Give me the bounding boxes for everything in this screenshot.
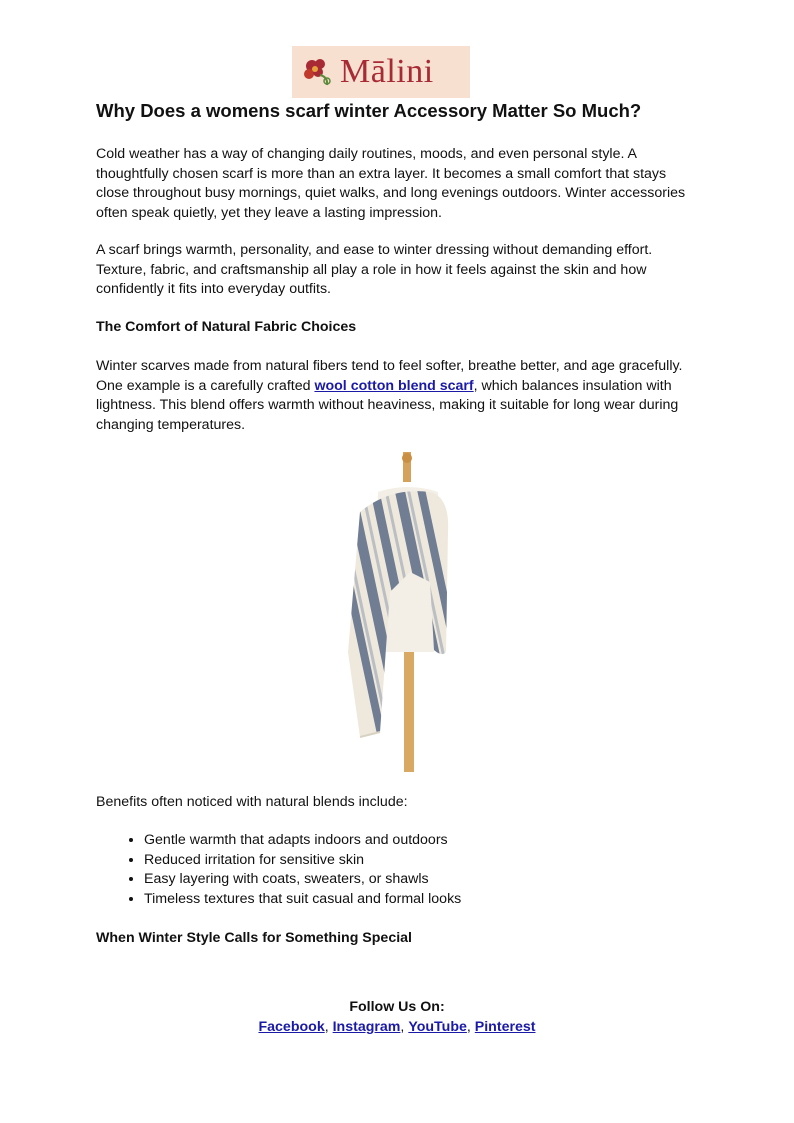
page-title: Why Does a womens scarf winter Accessory Matter So Much? [96, 100, 642, 121]
fabric-paragraph [96, 357, 700, 435]
section-heading-comfort: The Comfort of Natural Fabric Choices [96, 319, 357, 335]
section-heading-special: When Winter Style Calls for Something Special [96, 930, 412, 946]
instagram-link[interactable]: Instagram [332, 1019, 401, 1035]
logo-text: Mālini [340, 53, 434, 90]
flower-logo-icon [300, 55, 334, 89]
benefits-list [96, 831, 700, 909]
youtube-link[interactable]: YouTube [408, 1019, 467, 1035]
list-item: • Easy layering with coats, sweaters, or shawls [144, 870, 700, 890]
brand-logo [292, 46, 470, 98]
follow-us-label: Follow Us On: [349, 999, 445, 1015]
pinterest-link[interactable]: Pinterest [474, 1019, 536, 1035]
fabric-text-before: Winter scarves made from natural fibers tend to feel softer, breathe better, and age gracefully. One example is a carefully crafted [96, 358, 683, 394]
benefits-intro: Benefits often noticed with natural blends include: [96, 794, 408, 810]
facebook-link[interactable]: Facebook [258, 1019, 325, 1035]
list-item: • Gentle warmth that adapts indoors and outdoors [144, 831, 700, 851]
scarf-on-mannequin-image [330, 452, 470, 774]
list-item: • Reduced irritation for sensitive skin [144, 851, 700, 871]
fabric-text-after: , which balances insulation with lightness. This blend offers warmth without heaviness, making it suitable for long wear during changing temperatures. [96, 377, 679, 433]
intro-paragraph-1: Cold weather has a way of changing daily routines, moods, and even personal style. A thoughtfully chosen scarf is more than an extra layer. It becomes a small comfort that stays close throughout busy mornings, quiet walks, and long evenings outdoors. Winter accessories often speak quietly, yet they leave a lasting impression. [96, 146, 686, 221]
social-links: Facebook, Instagram, YouTube, Pinterest [258, 1019, 536, 1035]
intro-paragraph-2: A scarf brings warmth, personality, and ease to winter dressing without demanding effort. Texture, fabric, and craftsmanship all play a role in how it feels against the skin and how confidently it fits into everyday outfits. [96, 242, 653, 298]
wool-cotton-scarf-link[interactable]: wool cotton blend scarf [314, 377, 474, 394]
list-item: • Timeless textures that suit casual and formal looks [144, 890, 700, 910]
